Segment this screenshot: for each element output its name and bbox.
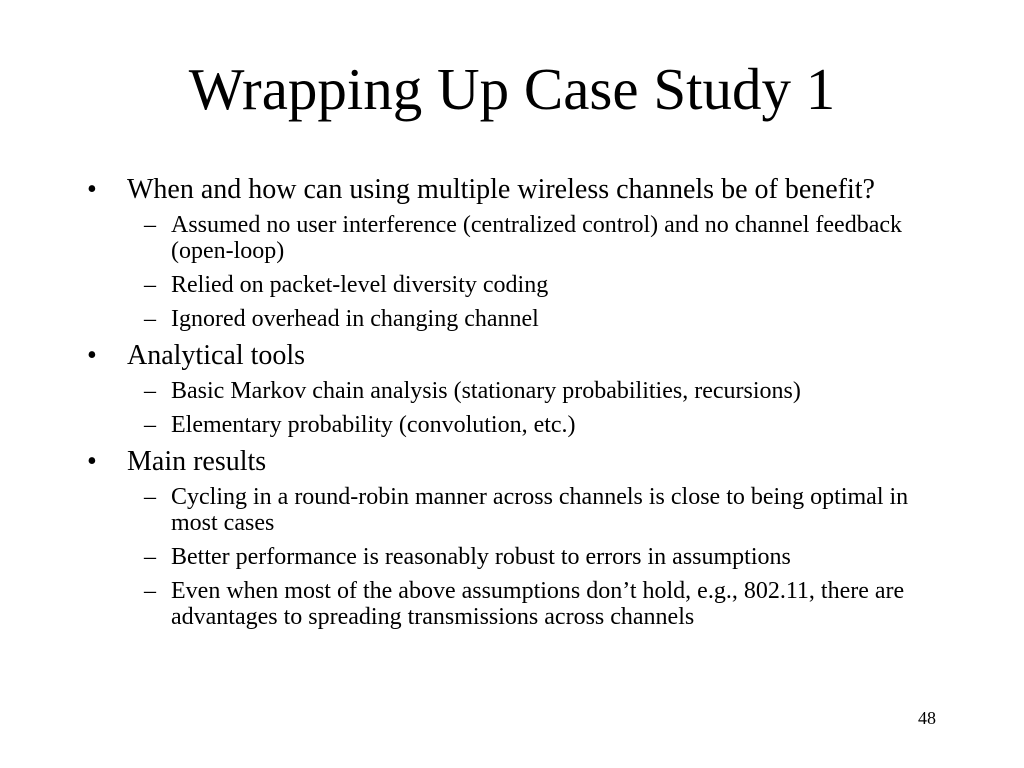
sub-bullet-text: Better performance is reasonably robust to errors in assumptions xyxy=(171,544,791,570)
sub-bullet-text: Relied on packet-level diversity coding xyxy=(171,272,549,298)
sub-bullet-list xyxy=(84,378,944,438)
bullet-text: Analytical tools xyxy=(127,340,306,371)
sub-bullet-marker: – xyxy=(144,484,156,510)
bullet-marker: • xyxy=(87,340,97,371)
sub-bullet-text: Basic Markov chain analysis (stationary probabilities, recursions) xyxy=(171,378,801,404)
sub-bullet-list xyxy=(84,212,944,332)
sub-bullet-marker: – xyxy=(144,412,156,438)
sub-bullet-marker: – xyxy=(144,378,156,404)
bullet-item xyxy=(84,446,944,478)
sub-bullet-marker: – xyxy=(144,212,156,238)
sub-bullet-item xyxy=(84,378,944,404)
sub-bullet-marker: – xyxy=(144,306,156,332)
sub-bullet-item xyxy=(84,272,944,298)
sub-bullet-marker: – xyxy=(144,272,156,298)
slide-title: Wrapping Up Case Study 1 xyxy=(188,56,836,122)
sub-bullet-text: Ignored overhead in changing channel xyxy=(171,306,539,332)
sub-bullet-item xyxy=(84,484,944,536)
sub-bullet-marker: – xyxy=(144,544,156,570)
bullet-item xyxy=(84,174,944,206)
bullet-list xyxy=(84,174,944,638)
bullet-text: Main results xyxy=(127,446,267,477)
sub-bullet-marker: – xyxy=(144,578,156,604)
bullet-marker: • xyxy=(87,174,97,205)
page-number: 48 xyxy=(918,708,936,728)
sub-bullet-text: Elementary probability (convolution, etc.) xyxy=(171,412,576,438)
sub-bullet-text: Cycling in a round-robin manner across channels is close to being optimal in most cases xyxy=(171,484,909,536)
sub-bullet-item xyxy=(84,212,944,264)
sub-bullet-item xyxy=(84,578,944,630)
sub-bullet-item xyxy=(84,544,944,570)
sub-bullet-item xyxy=(84,412,944,438)
sub-bullet-text: Even when most of the above assumptions don’t hold, e.g., 802.11, there are advantages to spreading transmissions across channels xyxy=(171,578,905,630)
bullet-marker: • xyxy=(87,446,97,477)
sub-bullet-list xyxy=(84,484,944,630)
bullet-text: When and how can using multiple wireless channels be of benefit? xyxy=(127,174,875,205)
sub-bullet-text: Assumed no user interference (centralized control) and no channel feedback (open-loop) xyxy=(171,212,902,264)
sub-bullet-item xyxy=(84,306,944,332)
bullet-item xyxy=(84,340,944,372)
